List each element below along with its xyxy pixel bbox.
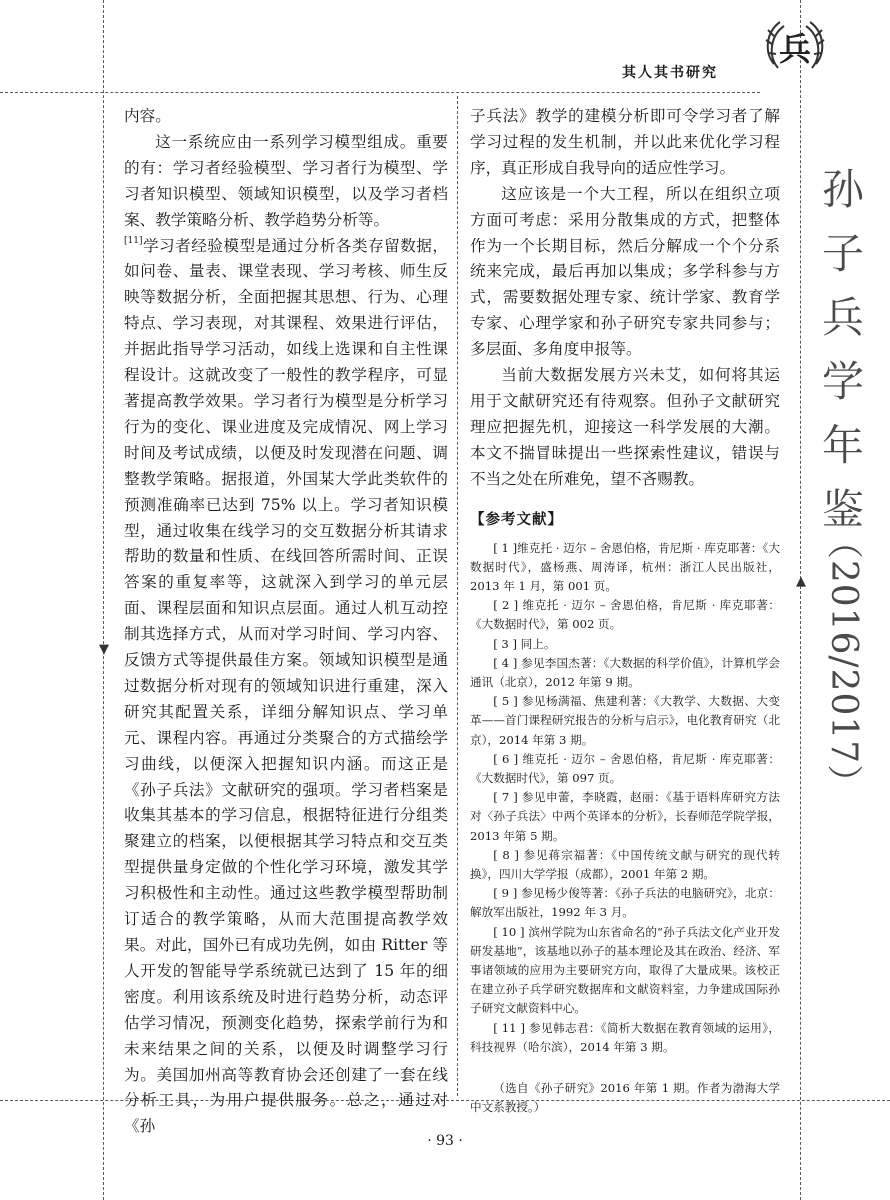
reference-item: [ 3 ] 同上。 xyxy=(493,636,556,651)
references-list xyxy=(470,539,780,1057)
footnote-marker: [11] xyxy=(124,235,143,246)
side-title-year: （2016/2017） xyxy=(823,522,864,802)
side-title-char: 兵 xyxy=(821,293,864,342)
reference-item: [ 1 ]维克托 · 迈尔 – 舍恩伯格，肯尼斯 · 库克耶著：《大数据时代》，盛杨燕、周涛译，杭州：浙江人民出版社，2013 年 1 月，第 001 页。 xyxy=(470,540,780,593)
source-note: （选自《孙子研究》2016 年第 1 期。作者为渤海大学中文系教授。） xyxy=(470,1080,780,1115)
paragraph: 子兵法》教学的建模分析即可令学习者了解学习过程的发生机制，并以此来优化学习程序，真正形成自我导向的适应性学习。 xyxy=(470,107,780,177)
paragraph: 当前大数据发展方兴未艾，如何将其运用于文献研究还有待观察。但孙子文献研究理应把握先机，迎接这一科学发展的大潮。本文不揣冒昧提出一些探索性建议，错误与不当之处在所难免，望不吝赐教。 xyxy=(470,366,780,488)
side-title-char: 年 xyxy=(821,421,864,470)
reference-item: [ 4 ] 参见李国杰著：《大数据的科学价值》，计算机学会通讯（北京），2012 年第 9 期。 xyxy=(470,655,780,689)
paragraph: 这一系统应由一系列学习模型组成。重要的有：学习者经验模型、学习者行为模型、学习者知识模型、领域知识模型，以及学习者档案、教学策略分析、教学趋势分析等。 xyxy=(124,132,448,229)
right-margin-dashed-line xyxy=(800,0,801,1200)
right-marker-arrow-icon: ▲ xyxy=(796,574,806,589)
reference-item: [ 6 ] 维克托 · 迈尔 – 舍恩伯格，肯尼斯 · 库克耶著：《大数据时代》，第 097 页。 xyxy=(470,751,780,785)
center-dashed-line xyxy=(457,96,458,1096)
paragraph: [11]学习者经验模型是通过分析各类存留数据，如问卷、量表、课堂表现、学习考核、师生反映等数据分析，全面把握其思想、行为、心理特点、学习表现，对其课程、效果进行评估，并据此指导学习活动，如线上选课和自主性课程设计。这就改变了一般性的教学程序，可显著提高教学效果。学习者行为模型是分析学习行为的变化、课业进度及完成情况、网上学习时间及考试成绩，以便及时发现潜在问题、调整教学策略。据报道，外国某大学此类软件的预测准确率已达到 75% 以上。学习者知识模型，通过收集在线学习的交互数据分析其请求帮助的数量和性质、在线回答所需时间、正误答案的重复率等，这就深入到学习的单元层面、课程层面和知识点层面。通过人机互动控制其选择方式，从而对学习时间、学习内容、反馈方式等提供最佳方案。领域知识模型是通过数据分析对现有的领域知识进行重建，深入研究其配置关系，详细分解知识点、学习单元、课程内容。再通过分类聚合的方式描绘学习曲线，以便深入把握知识内涵。而这正是《孙子兵法》文献研究的强项。学习者档案是收集其基本的学习信息，根据特征进行分组类聚建立的档案，以便根据其学习特点和交互类型提供量身定做的个性化学习环境，激发其学习积极性和主动性。通过这些教学模型帮助制订适合的教学策略，从而大范围提高教学效果。对此，国外已有成功先例，如由 Ritter 等人开发的智能导学系统就已达到了 15 年的细密度。利用该系统及时进行趋势分析，动态评估学习情况，预测变化趋势，探索学前行为和未来结果之间的关系，以便及时调整学习行为。美国加州高等教育协会还创建了一套在线分析工具，为用户提供服务。总之，通过对《孙 xyxy=(124,235,448,1136)
reference-item: [ 10 ] 滨州学院为山东省命名的“孙子兵法文化产业开发研发基地”，该基地以孙子的基本理论及其在政治、经济、军事诸领域的应用为主要研究方向，取得了大量成果。该校正在建立孙子兵学研究数据库和文献资料室，力争建成国际孙子研究文献资料中心。 xyxy=(470,924,780,1016)
left-text-column xyxy=(124,104,448,1140)
yearbook-side-title xyxy=(818,158,868,802)
reference-item: [ 7 ] 参见申蕾，李晓霞，赵丽：《基于语料库研究方法对〈孙子兵法〉中两个英译本的分析》，长春师范学院学报，2013 年第 5 期。 xyxy=(470,790,780,843)
paragraph: 这应该是一个大工程，所以在组织立项方面可考虑：采用分散集成的方式，把整体作为一个长期目标，然后分解成一个个分系统来完成，最后再加以集成；多学科参与方式，需要数据处理专家、统计学家、教育学专家、心理学家和孙子研究专家共同参与；多层面、多角度申报等。 xyxy=(470,184,780,359)
book-logo-icon xyxy=(760,14,830,80)
reference-item: [ 5 ] 参见杨满福、焦建利著：《大教学、大数据、大变革——首门课程研究报告的分析与启示》，电化教育研究（北京），2014 年第 3 期。 xyxy=(470,694,780,747)
paragraph: 内容。 xyxy=(124,107,171,125)
side-title-char: 鉴 xyxy=(821,485,864,534)
reference-item: [ 11 ] 参见韩志君：《简析大数据在教育领域的运用》，科技视界（哈尔滨），2014 年第 3 期。 xyxy=(470,1020,780,1054)
left-marker-arrow-icon: ▼ xyxy=(99,642,109,657)
right-text-column xyxy=(470,104,780,1117)
left-margin-dashed-line xyxy=(103,0,104,1200)
running-header: 其人其书研究 xyxy=(622,65,718,81)
references-heading: 【参考文献】 xyxy=(470,510,563,528)
reference-item: [ 9 ] 参见杨少俊等著：《孙子兵法的电脑研究》，北京：解放军出版社，1992 年 3 月。 xyxy=(470,886,780,920)
logo-glyph: 兵 xyxy=(778,30,812,68)
side-title-char: 孙 xyxy=(821,165,864,214)
side-title-char: 子 xyxy=(821,229,864,278)
reference-item: [ 2 ] 维克托 · 迈尔 – 舍恩伯格，肯尼斯 · 库克耶著：《大数据时代》，第 002 页。 xyxy=(470,598,780,632)
reference-item: [ 8 ] 参见蒋宗福著：《中国传统文献与研究的现代转换》，四川大学学报（成都），2001 年第 2 期。 xyxy=(470,847,780,881)
side-title-char: 学 xyxy=(821,357,864,406)
top-dashed-line xyxy=(0,92,760,93)
page-number: · 93 · xyxy=(427,1133,463,1149)
